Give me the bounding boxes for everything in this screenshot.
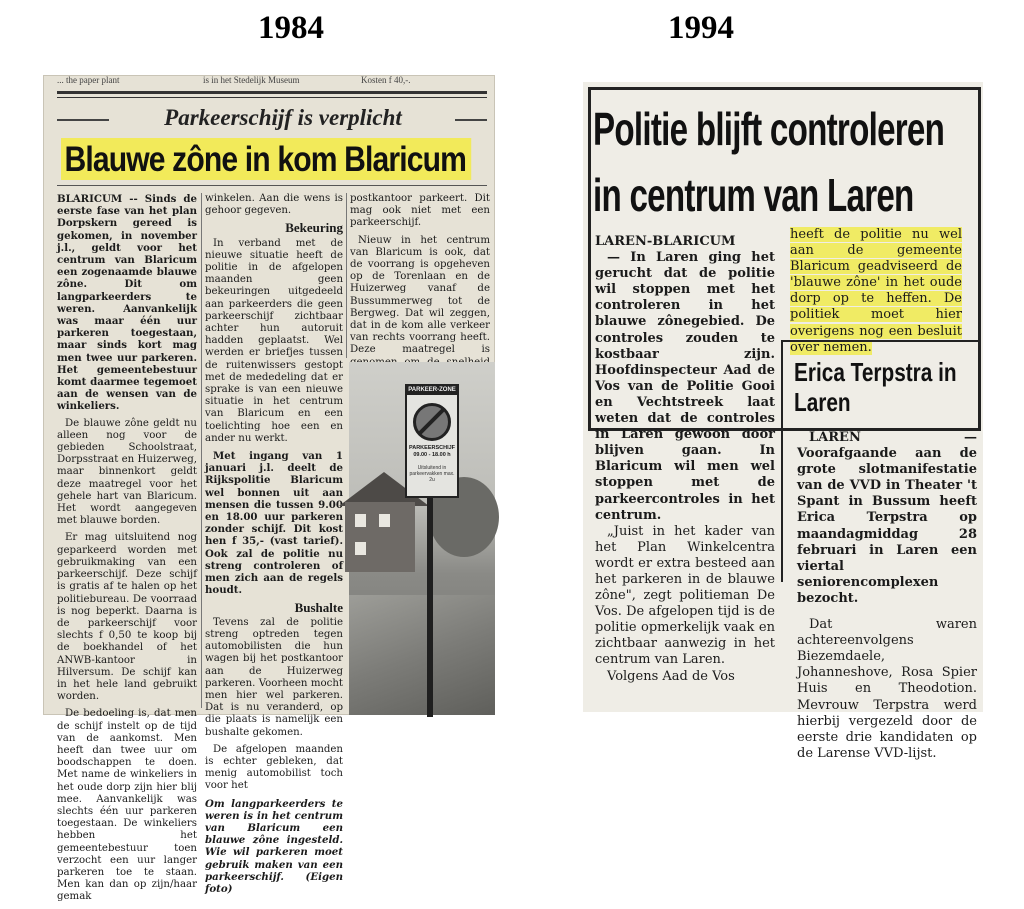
paragraph: Tevens zal de politie streng optreden tegen automobilisten die hun wagen bij het postkantoor aan de Huizerweg parkeren. Voorheen mocht men hier wel parkeren. Dat is nu veranderd, op die plaats is namelijk een bushalte gekomen. xyxy=(205,616,343,738)
paragraph: Dat waren achtereenvolgens Biezemdaele, Johanneshove, Rosa Spier Huis en Theodotion. Mevrouw Terpstra werd hierbij vergezeld door de eerste drie kandidaten op de Larense VVD-lijst. xyxy=(797,617,977,761)
subheading-bekeuring: Bekeuring xyxy=(285,220,343,236)
paragraph: Er mag uitsluitend nog geparkeerd worden met gebruikmaking van een parkeerschijf. Deze schijf is gratis af te halen op het politiebureau. De voorraad is nog beperkt. Daarna is de parkeerschijf voor slechts f 0,50 te koop bij de boekhandel of het ANWB-kantoor in Hilversum. De schijf kan in het hele land gebruikt worden. xyxy=(57,532,197,703)
top-strip xyxy=(43,75,495,89)
article-column-2 xyxy=(790,227,962,356)
paragraph: LAREN — Voorafgaande aan de grote slotmanifestatie van de VVD in Theater 't Spant in Bussum heeft Erica Terpstra op maandagmiddag 28 februari in Laren een viertal seniorencomplexen bezocht. xyxy=(797,430,977,606)
no-parking-icon xyxy=(413,403,451,441)
top-strip-text: is in het Stedelijk Museum xyxy=(203,75,300,85)
paragraph: postkantoor parkeert. Dit mag ook niet met een parkeerschijf. xyxy=(350,193,490,229)
house xyxy=(345,502,415,572)
headline xyxy=(593,96,982,228)
subheading-bushalte: Bushalte xyxy=(294,599,343,615)
paragraph: In verband met de nieuwe situatie heeft de politie in de afgelopen maanden geen bekeuringen uitgedeeld aan parkeerders die geen parkeerschijf zichtbaar achter hun autoruit hadden geplaatst. Wel werden er briefjes tussen de ruitenwissers gestopt met de mededeling dat er sprake is van een nieuwe situatie in het centrum van Blaricum en een toelichting hoe een en ander nu werkt. xyxy=(205,237,343,444)
headline-line-2: in centrum van Laren xyxy=(593,169,914,221)
paragraph: Volgens Aad de Vos xyxy=(607,668,735,684)
article-column-3 xyxy=(350,193,490,386)
dateline: LAREN-BLARICUM xyxy=(595,234,736,249)
column-divider xyxy=(346,193,347,358)
parking-sign xyxy=(405,384,459,498)
column-divider xyxy=(201,193,202,708)
newspaper-clipping-1994 xyxy=(583,82,983,761)
paragraph: winkelen. Aan die wens is gehoor gegeven. xyxy=(205,193,343,217)
newspaper-clipping-1984 xyxy=(43,75,495,903)
paragraph: De blauwe zône geldt nu alleen nog voor de gebieden Schoolstraat, Dorpsstraat en Huizerweg, maar binnenkort geldt deze maatregel voor het gehele hart van Blaricum. Het wordt aangegeven met blauwe borden. xyxy=(57,417,197,527)
paragraph: De bedoeling is, dat men de schijf instelt op de tijd van de aankomst. Men heeft dan twee uur om boodschappen te doen. Met name de winkeliers in het oude dorp zijn hier blij mee. Aanvankelijk was slechts één uur parkeren toegestaan. De winkeliers hebben het gemeentebestuur toen verzocht een uur langer parkeren toe te staan. Men kan dan op zijn/haar gemak xyxy=(57,708,197,903)
divider xyxy=(57,91,487,94)
sign-pole xyxy=(427,462,433,717)
headline-line-1: Politie blijft controleren xyxy=(593,103,945,155)
paragraph: BLARICUM -- Sinds de eerste fase van het plan Dorpskern gereed is gekomen, in november j.l., geldt voor het centrum van Blaricum een zogenaamde blauwe zône. Dit om langparkeerders te weren. Aanvankelijk was maar één uur parkeren toegestaan, maar sinds kort mag men twee uur parkeren. Het gemeentebestuur komt daarmee tegemoet aan de wensen van de winkeliers. xyxy=(57,193,197,413)
top-strip-text: ... the paper plant xyxy=(57,75,120,85)
article-column-1 xyxy=(57,193,197,909)
paragraph: Nieuw in het centrum van Blaricum is ook, dat de voorrang is opgeheven op de Torenlaan en de Huizerweg vanaf de Bussummerweg tot de Bergweg. Dat wil zeggen, dat in de kom alle verkeer van rechts voorrang heeft. Deze maatregel is xyxy=(350,234,490,356)
headline-2: Erica Terpstra in Laren xyxy=(794,357,957,417)
article-column-1 xyxy=(595,234,775,685)
window xyxy=(379,514,390,527)
window xyxy=(355,542,366,555)
article-2-column xyxy=(797,430,977,762)
kicker: Parkeerschijf is verplicht xyxy=(164,105,402,130)
paragraph: „Juist in het kader van het Plan Winkelcentra wordt er extra besteed aan het parkeren in de blauwe zône", zegt politieman De Vos. De afgelopen tijd is de politie opmerkelijk vaak en zichtbaar aanwezig in het centrum van Laren. xyxy=(595,523,775,668)
sign-small-text: Uitsluitend in parkeervakken max. 2u xyxy=(409,465,455,483)
highlighted-paragraph xyxy=(790,227,962,356)
year-label-1984: 1984 xyxy=(258,10,324,46)
sign-text: PARKEERSCHIJF xyxy=(408,445,456,451)
divider xyxy=(57,119,109,121)
paragraph: — In Laren ging het gerucht dat de politie wil stoppen met het controleren in het blauwe zônegebied. De controles zouden te kostbaar zijn. Hoofdinspecteur Aad de Vos van de Politie Gooi en Vechtstreek laat weten dat de controles in Laren gewoon door blijven gaan. In Blaricum wil men wel stoppen met de parkeercontroles in het centrum. xyxy=(595,250,775,523)
article-column-2 xyxy=(205,193,343,900)
headline: Blauwe zône in kom Blaricum xyxy=(61,138,471,180)
photo-caption: Om langparkeerders te weren is in het centrum van Blaricum een blauwe zône ingesteld. Wie wil parkeren moet gebruik maken van een parkeerschijf. (Eigen foto) xyxy=(205,797,343,895)
street-photo xyxy=(349,362,495,715)
sign-title: PARKEER-ZONE xyxy=(408,387,456,393)
road xyxy=(349,595,495,715)
divider xyxy=(57,185,487,186)
sign-hours: 09.00 - 18.00 h xyxy=(413,452,451,458)
paragraph: De afgelopen maanden is echter gebleken, dat menig automobilist toch voor het xyxy=(205,743,343,792)
highlight: heeft de politie nu wel aan de gemeente Blaricum geadviseerd de 'blauwe zône' in het oude dorp op te heffen. De politiek moet hier overigens nog een besluit over nemen. xyxy=(790,227,962,355)
paragraph: Met ingang van 1 januari j.l. deelt de Rijkspolitie Blaricum wel bonnen uit aan mensen die tussen 9.00 en 18.00 uur parkeren zonder schijf. Dit kost hen f 35,- (vast tarief). Ook zal de politie nu streng controleren of men zich aan de regels houdt. xyxy=(205,450,343,597)
divider xyxy=(57,97,487,98)
top-strip-text: Kosten f 40,-. xyxy=(361,75,411,85)
window xyxy=(355,514,366,527)
year-label-1994: 1994 xyxy=(668,10,734,46)
